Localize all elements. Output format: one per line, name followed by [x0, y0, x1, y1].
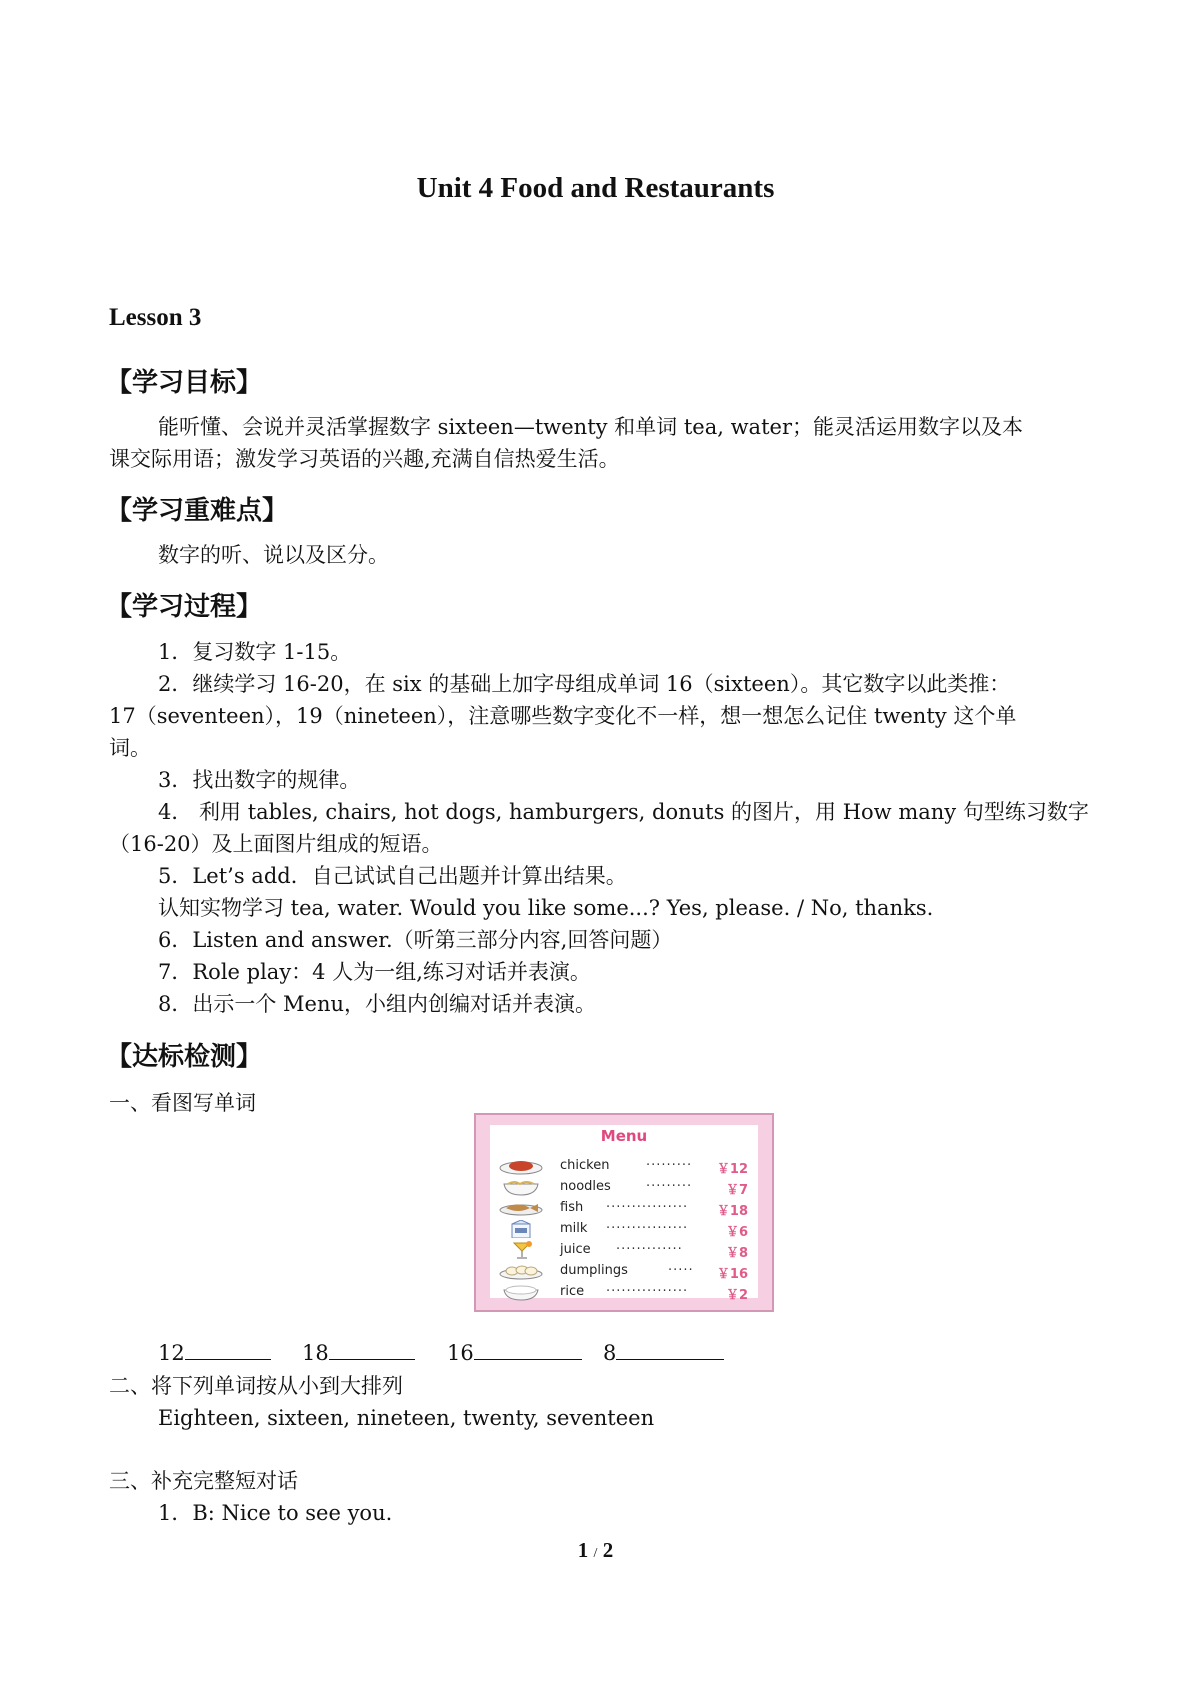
rice-bowl-icon [498, 1283, 544, 1301]
objectives-line-2: 课交际用语；激发学习英语的兴趣,充满自信热爱生活。 [109, 447, 620, 471]
assessment-part-2: 二、将下列单词按从小到大排列 [109, 1374, 403, 1398]
menu-item-dots: ············· [616, 1242, 683, 1257]
blank-group [447, 1337, 582, 1369]
menu-item-name: noodles [560, 1179, 611, 1194]
menu-item-dots: ········· [646, 1179, 693, 1194]
process-item: 3．找出数字的规律。 [158, 768, 361, 792]
menu-item-dots: ················ [606, 1284, 689, 1299]
assessment-part-3: 三、补充完整短对话 [109, 1469, 298, 1493]
menu-item-price: ￥7 [725, 1183, 748, 1198]
dumplings-plate-icon [498, 1262, 544, 1280]
process-item: （16-20）及上面图片组成的短语。 [109, 832, 443, 856]
blank-group [302, 1337, 415, 1369]
process-item: 17（seventeen），19（nineteen），注意哪些数字变化不一样，想一想怎么记住 twenty 这个单 [109, 704, 1017, 728]
page-number [0, 1538, 1191, 1563]
answer-blank[interactable] [474, 1341, 582, 1360]
blank-number: 16 [447, 1341, 474, 1365]
process-item: 4． 利用 tables, chairs, hot dogs, hamburgers, donuts 的图片，用 How many 句型练习数字 [158, 800, 1089, 824]
menu-item-dots: ····· [668, 1263, 694, 1278]
assessment-heading: 【达标检测】 [106, 1042, 263, 1072]
objectives-line-1: 能听懂、会说并灵活掌握数字 sixteen—twenty 和单词 tea, water；能灵活运用数字以及本 [158, 415, 1023, 439]
menu-title: Menu [600, 1127, 648, 1145]
menu-row [498, 1262, 750, 1282]
menu-row [498, 1178, 750, 1198]
menu-row [498, 1241, 750, 1261]
key-points-heading: 【学习重难点】 [106, 496, 289, 526]
answer-blank[interactable] [616, 1341, 724, 1360]
objectives-heading: 【学习目标】 [106, 368, 263, 398]
menu-item-dots: ················ [606, 1200, 689, 1215]
menu-item-name: juice [560, 1242, 591, 1257]
answer-blank[interactable] [185, 1341, 271, 1360]
menu-item-name: milk [560, 1221, 588, 1236]
process-item: 1．复习数字 1-15。 [158, 640, 352, 664]
process-heading: 【学习过程】 [106, 592, 263, 622]
menu-item-name: rice [560, 1284, 585, 1299]
process-item: 认知实物学习 tea, water. Would you like some...? Yes, please. / No, thanks. [158, 896, 934, 920]
menu-item-price: ￥2 [725, 1288, 748, 1303]
menu-card [474, 1113, 774, 1312]
process-item: 2．继续学习 16-20，在 six 的基础上加字母组成单词 16（sixteen）。其它数字以此类推： [158, 672, 1011, 696]
key-points-text: 数字的听、说以及区分。 [158, 543, 389, 567]
menu-item-name: dumplings [560, 1263, 628, 1278]
menu-row [498, 1220, 750, 1240]
menu-item-price: ￥18 [716, 1204, 748, 1219]
milk-carton-icon [498, 1220, 544, 1238]
process-item: 6．Listen and answer.（听第三部分内容,回答问题） [158, 928, 673, 952]
lesson-title: Lesson 3 [109, 304, 202, 331]
menu-item-price: ￥8 [725, 1246, 748, 1261]
assessment-part-1: 一、看图写单词 [109, 1091, 256, 1115]
page-title: Unit 4 Food and Restaurants [416, 172, 775, 204]
fish-plate-icon [498, 1199, 544, 1217]
menu-item-price: ￥16 [716, 1267, 748, 1282]
chicken-plate-icon [498, 1157, 544, 1175]
juice-glass-icon [498, 1241, 544, 1259]
blank-number: 12 [158, 1341, 185, 1365]
menu-item-name: chicken [560, 1158, 610, 1173]
menu-item-dots: ········· [646, 1158, 693, 1173]
menu-inner [490, 1125, 758, 1303]
process-item: 8．出示一个 Menu，小组内创编对话并表演。 [158, 992, 597, 1016]
blank-group [603, 1337, 724, 1369]
assessment-part-3-item-1: 1．B: Nice to see you. [158, 1501, 393, 1525]
page-total: 2 [602, 1538, 614, 1562]
menu-item-price: ￥12 [716, 1162, 748, 1177]
menu-item-dots: ················ [606, 1221, 689, 1236]
noodle-bowl-icon [498, 1178, 544, 1196]
process-item: 5．Let’s add．自己试试自己出题并计算出结果。 [158, 864, 627, 888]
blank-number: 8 [603, 1341, 617, 1365]
page-current: 1 [577, 1538, 589, 1562]
page-separator: / [593, 1546, 598, 1561]
blank-number: 18 [302, 1341, 329, 1365]
blank-group [158, 1337, 271, 1369]
answer-blank[interactable] [329, 1341, 415, 1360]
menu-item-name: fish [560, 1200, 584, 1215]
process-item: 7．Role play：4 人为一组,练习对话并表演。 [158, 960, 591, 984]
menu-row [498, 1199, 750, 1219]
menu-row [498, 1283, 750, 1303]
process-item: 词。 [109, 736, 151, 760]
menu-row [498, 1157, 750, 1177]
assessment-part-2-words: Eighteen, sixteen, nineteen, twenty, seventeen [158, 1406, 655, 1430]
menu-item-price: ￥6 [725, 1225, 748, 1240]
